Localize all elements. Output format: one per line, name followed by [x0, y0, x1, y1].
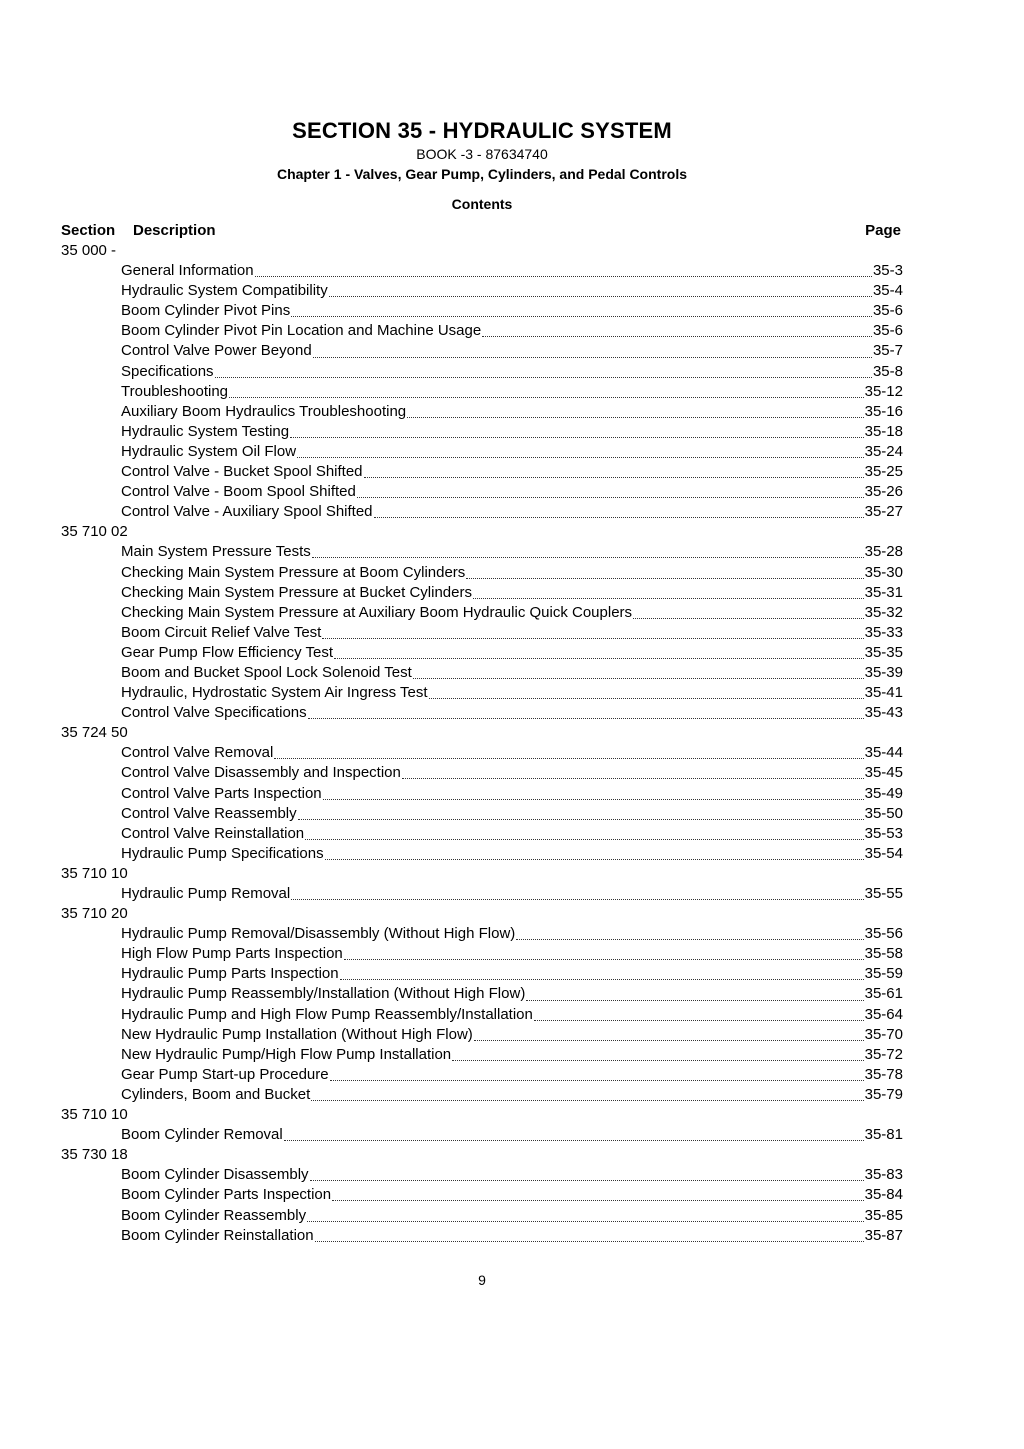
page-column-header: Page: [865, 222, 901, 239]
toc-entry[interactable]: [61, 1226, 903, 1246]
dot-leader: [255, 275, 872, 277]
toc-entry[interactable]: [61, 321, 903, 341]
dot-leader: [474, 1039, 864, 1041]
toc-entry[interactable]: [61, 683, 903, 703]
dot-leader: [298, 818, 864, 820]
toc-entry-page: 35-24: [864, 442, 903, 460]
toc-entry-page: 35-56: [864, 925, 903, 943]
toc-entry-description: Control Valve Specifications: [121, 704, 307, 722]
section-column-header: Section: [61, 222, 116, 239]
toc-entry-description: Boom Cylinder Reassembly: [121, 1206, 307, 1224]
toc-column-headers: [61, 222, 901, 240]
dot-leader: [357, 496, 864, 498]
toc-entry[interactable]: [61, 964, 903, 984]
dot-leader: [322, 637, 863, 639]
toc-entry[interactable]: [61, 462, 903, 482]
toc-entry-page: 35-35: [864, 643, 903, 661]
toc-entry-description: Hydraulic Pump Parts Inspection: [121, 965, 339, 983]
toc-entry[interactable]: [61, 583, 903, 603]
toc-entry-page: 35-64: [864, 1005, 903, 1023]
toc-entry-description: Auxiliary Boom Hydraulics Troubleshooting: [121, 402, 407, 420]
dot-leader: [310, 1179, 864, 1181]
dot-leader: [229, 396, 864, 398]
dot-leader: [330, 1079, 864, 1081]
toc-entry-description: Boom Cylinder Pivot Pins: [121, 302, 291, 320]
section-code: 35 000 -: [61, 242, 117, 259]
toc-entry-description: Cylinders, Boom and Bucket: [121, 1085, 311, 1103]
dot-leader: [452, 1059, 863, 1061]
toc-entry-page: 35-83: [864, 1166, 903, 1184]
toc-entry-page: 35-3: [872, 262, 903, 280]
toc-entry-page: 35-28: [864, 543, 903, 561]
page-number: 9: [478, 1272, 486, 1288]
toc-entry-page: 35-70: [864, 1025, 903, 1043]
toc-entry[interactable]: [61, 884, 903, 904]
toc-entry[interactable]: [61, 1165, 903, 1185]
toc-entry-page: 35-16: [864, 402, 903, 420]
toc-entry-page: 35-6: [872, 322, 903, 340]
toc-entry[interactable]: [61, 984, 903, 1004]
dot-leader: [323, 798, 864, 800]
toc-entry-page: 35-27: [864, 503, 903, 521]
toc-entry-page: 35-41: [864, 684, 903, 702]
toc-entry-page: 35-6: [872, 302, 903, 320]
dot-leader: [334, 657, 864, 659]
toc-entry[interactable]: [61, 1085, 903, 1105]
toc-entry-page: 35-30: [864, 563, 903, 581]
toc-entry-page: 35-32: [864, 603, 903, 621]
dot-leader: [413, 677, 864, 679]
table-of-contents: [61, 241, 903, 1246]
toc-entry-description: Hydraulic System Testing: [121, 422, 290, 440]
book-number: BOOK -3 - 87634740: [416, 146, 548, 162]
toc-entry-description: New Hydraulic Pump/High Flow Pump Installation: [121, 1045, 452, 1063]
toc-entry[interactable]: [61, 502, 903, 522]
toc-entry-page: 35-53: [864, 824, 903, 842]
toc-entry-description: Boom and Bucket Spool Lock Solenoid Test: [121, 663, 412, 681]
toc-entry[interactable]: [61, 442, 903, 462]
toc-entry[interactable]: [61, 1206, 903, 1226]
dot-leader: [312, 556, 864, 558]
toc-entry-page: 35-84: [864, 1186, 903, 1204]
toc-entry-page: 35-49: [864, 784, 903, 802]
toc-entry-page: 35-4: [872, 282, 903, 300]
dot-leader: [466, 577, 863, 579]
toc-entry-description: Hydraulic System Compatibility: [121, 282, 328, 300]
section-code: 35 710 10: [61, 1106, 128, 1124]
toc-entry-page: 35-58: [864, 945, 903, 963]
toc-entry-description: Gear Pump Start-up Procedure: [121, 1065, 329, 1083]
dot-leader: [311, 1099, 863, 1101]
dot-leader: [274, 757, 863, 759]
dot-leader: [329, 295, 872, 297]
toc-entry[interactable]: [61, 763, 903, 783]
toc-entry-page: 35-8: [872, 362, 903, 380]
toc-entry-page: 35-26: [864, 483, 903, 501]
dot-leader: [291, 315, 872, 317]
toc-entry-description: Boom Cylinder Pivot Pin Location and Machine Usage: [121, 322, 482, 340]
section-code: 35 730 18: [61, 1146, 128, 1164]
toc-entry-description: Checking Main System Pressure at Bucket Cylinders: [121, 583, 472, 601]
toc-entry-page: 35-7: [872, 342, 903, 360]
dot-leader: [429, 697, 864, 699]
toc-entry[interactable]: [61, 1045, 903, 1065]
dot-leader: [340, 978, 864, 980]
toc-entry-description: Control Valve Reassembly: [121, 804, 297, 822]
toc-entry-description: Boom Cylinder Disassembly: [121, 1166, 309, 1184]
toc-entry[interactable]: [61, 1065, 903, 1085]
toc-entry-page: 35-25: [864, 463, 903, 481]
toc-entry[interactable]: [61, 643, 903, 663]
toc-entry[interactable]: [61, 924, 903, 944]
toc-entry-description: General Information: [121, 262, 254, 280]
toc-entry-description: Control Valve Removal: [121, 744, 274, 762]
section-code: 35 724 50: [61, 724, 128, 742]
section-code: 35 710 10: [61, 864, 128, 882]
dot-leader: [305, 838, 863, 840]
toc-entry-page: 35-12: [864, 382, 903, 400]
toc-entry-description: Checking Main System Pressure at Auxiliary Boom Hydraulic Quick Couplers: [121, 603, 633, 621]
dot-leader: [315, 1240, 864, 1242]
toc-entry[interactable]: [61, 784, 903, 804]
toc-entry-description: Boom Cylinder Reinstallation: [121, 1226, 314, 1244]
toc-entry-page: 35-59: [864, 965, 903, 983]
toc-entry-description: Hydraulic Pump Removal/Disassembly (Without High Flow): [121, 925, 516, 943]
toc-entry-description: Hydraulic Pump Removal: [121, 885, 291, 902]
toc-entry-page: 35-50: [864, 804, 903, 822]
toc-entry-description: Hydraulic System Oil Flow: [121, 442, 297, 460]
toc-entry-page: 35-87: [864, 1226, 903, 1244]
section-code: 35 710 02: [61, 523, 128, 541]
dot-leader: [473, 597, 864, 599]
toc-entry[interactable]: [61, 301, 903, 321]
toc-entry[interactable]: [61, 482, 903, 502]
dot-leader: [633, 617, 864, 619]
toc-entry-page: 35-18: [864, 422, 903, 440]
toc-entry-description: Boom Circuit Relief Valve Test: [121, 623, 322, 641]
toc-entry[interactable]: [61, 362, 903, 382]
toc-entry[interactable]: [61, 402, 903, 422]
toc-entry-page: 35-39: [864, 663, 903, 681]
toc-entry-description: Control Valve Reinstallation: [121, 824, 305, 842]
toc-entry-description: Troubleshooting: [121, 382, 229, 400]
dot-leader: [332, 1199, 864, 1201]
dot-leader: [307, 1220, 864, 1222]
toc-entry[interactable]: [61, 382, 903, 402]
toc-entry-description: Hydraulic Pump Specifications: [121, 844, 324, 862]
toc-entry[interactable]: [61, 1005, 903, 1025]
toc-entry-description: Control Valve - Bucket Spool Shifted: [121, 463, 363, 481]
dot-leader: [374, 516, 864, 518]
toc-entry-description: Specifications: [121, 362, 214, 380]
toc-entry-page: 35-31: [864, 583, 903, 601]
toc-entry-description: Control Valve Power Beyond: [121, 342, 312, 360]
dot-leader: [325, 858, 864, 860]
toc-entry[interactable]: [61, 542, 903, 562]
dot-leader: [344, 958, 864, 960]
toc-entry[interactable]: [61, 563, 903, 583]
toc-entry-description: Hydraulic, Hydrostatic System Air Ingress Test: [121, 684, 428, 702]
toc-entry-description: Gear Pump Flow Efficiency Test: [121, 643, 334, 661]
dot-leader: [526, 999, 863, 1001]
toc-entry[interactable]: [61, 1185, 903, 1205]
toc-entry[interactable]: [61, 743, 903, 763]
toc-entry-page: 35-43: [864, 704, 903, 722]
toc-entry-page: 35-72: [864, 1045, 903, 1063]
toc-entry-description: New Hydraulic Pump Installation (Without High Flow): [121, 1025, 473, 1043]
dot-leader: [291, 898, 863, 900]
dot-leader: [482, 335, 872, 337]
toc-entry[interactable]: [61, 341, 903, 361]
toc-entry[interactable]: [61, 663, 903, 683]
toc-entry[interactable]: [61, 281, 903, 301]
toc-entry[interactable]: [61, 422, 903, 442]
chapter-title: Chapter 1 - Valves, Gear Pump, Cylinders, and Pedal Controls: [276, 166, 687, 182]
dot-leader: [402, 777, 864, 779]
toc-entry-description: Main System Pressure Tests: [121, 543, 311, 561]
toc-entry-page: 35-81: [864, 1126, 903, 1144]
toc-entry-description: Boom Cylinder Parts Inspection: [121, 1186, 332, 1204]
toc-entry-description: Checking Main System Pressure at Boom Cylinders: [121, 563, 466, 581]
toc-entry-page: 35-61: [864, 985, 903, 1003]
dot-leader: [516, 938, 863, 940]
toc-entry-page: 35-54: [864, 844, 903, 862]
contents-heading: Contents: [451, 196, 513, 212]
toc-entry[interactable]: [61, 623, 903, 643]
dot-leader: [284, 1139, 864, 1141]
dot-leader: [407, 416, 863, 418]
toc-entry-page: 35-33: [864, 623, 903, 641]
toc-entry-page: 35-45: [864, 764, 903, 782]
dot-leader: [313, 356, 872, 358]
dot-leader: [534, 1019, 864, 1021]
dot-leader: [215, 376, 872, 378]
dot-leader: [297, 456, 864, 458]
toc-entry[interactable]: [61, 1025, 903, 1045]
toc-entry[interactable]: [61, 703, 903, 723]
section-title: SECTION 35 - HYDRAULIC SYSTEM: [292, 118, 672, 143]
toc-entry-description: High Flow Pump Parts Inspection: [121, 945, 343, 963]
toc-entry-page: 35-78: [864, 1065, 903, 1083]
toc-entry[interactable]: [61, 804, 903, 824]
description-column-header: Description: [133, 222, 216, 239]
toc-entry[interactable]: [61, 944, 903, 964]
toc-entry-description: Control Valve Parts Inspection: [121, 784, 322, 802]
dot-leader: [290, 436, 864, 438]
toc-entry[interactable]: [61, 1125, 903, 1145]
toc-entry-description: Control Valve Disassembly and Inspection: [121, 764, 401, 782]
toc-entry[interactable]: [61, 824, 903, 844]
toc-entry[interactable]: [61, 603, 903, 623]
toc-entry[interactable]: [61, 261, 903, 281]
toc-entry-page: 35-85: [864, 1206, 903, 1224]
toc-entry-description: Hydraulic Pump Reassembly/Installation (Without High Flow): [121, 985, 526, 1003]
dot-leader: [364, 476, 864, 478]
toc-entry-description: Control Valve - Boom Spool Shifted: [121, 483, 356, 501]
section-code: 35 710 20: [61, 905, 128, 923]
toc-entry-description: Hydraulic Pump and High Flow Pump Reassembly/Installation: [121, 1005, 533, 1023]
toc-entry[interactable]: [61, 844, 903, 864]
dot-leader: [308, 717, 864, 719]
toc-entry-page: 35-55: [864, 885, 903, 902]
toc-entry-page: 35-79: [864, 1085, 903, 1103]
toc-entry-page: 35-44: [864, 744, 903, 762]
toc-entry-description: Control Valve - Auxiliary Spool Shifted: [121, 503, 373, 521]
toc-entry-description: Boom Cylinder Removal: [121, 1126, 283, 1144]
